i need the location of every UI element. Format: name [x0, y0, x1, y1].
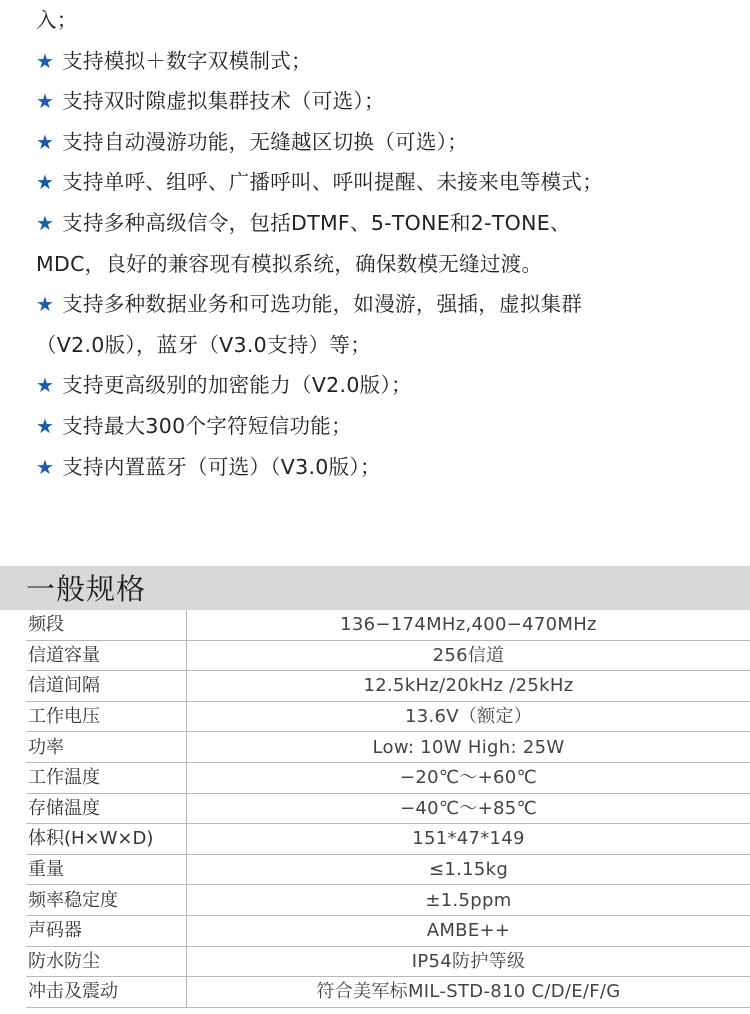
spec-section-header [0, 566, 750, 610]
feature-line [36, 81, 385, 121]
star-bullet-icon: ★ [36, 89, 55, 114]
table-row [26, 824, 750, 855]
spec-section-title: 一般规格 [26, 572, 147, 606]
table-row [26, 946, 750, 977]
spec-table [26, 610, 750, 1008]
spec-value: ≤1.15kg [187, 854, 750, 885]
star-bullet-icon: ★ [36, 170, 55, 195]
feature-text: 支持多种高级信令，包括DTMF、5-TONE和2-TONE、 [62, 211, 571, 235]
table-row [26, 762, 750, 793]
feature-text: 支持模拟＋数字双模制式； [62, 48, 312, 73]
spec-value: 256信道 [187, 640, 750, 671]
star-bullet-icon: ★ [36, 129, 55, 154]
spec-label: 重量 [26, 854, 187, 885]
feature-text: 支持内置蓝牙（可选）（V3.0版）； [62, 454, 381, 479]
spec-label: 频率稳定度 [26, 885, 187, 916]
table-row [26, 885, 750, 916]
table-row [26, 793, 750, 824]
feature-line [36, 162, 603, 202]
feature-text: （V2.0版），蓝牙（V3.0支持）等； [36, 332, 371, 357]
star-bullet-icon: ★ [36, 454, 55, 479]
spec-label: 声码器 [26, 915, 187, 946]
feature-text: 支持最大300个字符短信功能； [62, 414, 352, 438]
table-row [26, 977, 750, 1008]
spec-label: 信道间隔 [26, 671, 187, 702]
table-row [26, 640, 750, 671]
star-bullet-icon: ★ [36, 414, 55, 438]
feature-text: 支持更高级别的加密能力（V2.0版）； [62, 373, 412, 398]
spec-value: IP54防护等级 [187, 946, 750, 977]
spec-value: 12.5kHz/20kHz /25kHz [187, 671, 750, 702]
spec-value: 符合美军标MIL-STD-810 C/D/E/F/G [187, 977, 750, 1008]
feature-line [36, 0, 78, 40]
spec-label: 体积(H×W×D) [26, 824, 187, 855]
table-row [26, 854, 750, 885]
feature-line [36, 203, 571, 243]
spec-value: ±1.5ppm [187, 885, 750, 916]
star-bullet-icon: ★ [36, 48, 55, 73]
feature-line [36, 122, 468, 162]
spec-label: 功率 [26, 732, 187, 763]
feature-text: 支持双时隙虚拟集群技术（可选）； [62, 89, 385, 114]
spec-value: Low: 10W High: 25W [187, 732, 750, 763]
spec-label: 工作电压 [26, 701, 187, 732]
spec-value: −20℃～+60℃ [187, 762, 750, 793]
feature-text: 支持自动漫游功能，无缝越区切换（可选）； [62, 129, 468, 154]
spec-label: 防水防尘 [26, 946, 187, 977]
feature-text: MDC，良好的兼容现有模拟系统，确保数模无缝过渡。 [36, 251, 543, 276]
star-bullet-icon: ★ [36, 373, 55, 398]
spec-label: 存储温度 [26, 793, 187, 824]
spec-value: AMBE++ [187, 915, 750, 946]
feature-line [36, 284, 582, 324]
star-bullet-icon: ★ [36, 211, 55, 235]
spec-label: 冲击及震动 [26, 977, 187, 1008]
feature-line [36, 325, 371, 365]
spec-value: 13.6V（额定） [187, 701, 750, 732]
feature-line [36, 365, 412, 405]
spec-label: 信道容量 [26, 640, 187, 671]
spec-value: 151*47*149 [187, 824, 750, 855]
spec-label: 频段 [26, 610, 187, 640]
spec-value: 136−174MHz,400−470MHz [187, 610, 750, 640]
feature-text: 支持多种数据业务和可选功能，如漫游，强插，虚拟集群 [62, 292, 583, 317]
feature-line [36, 41, 312, 81]
table-row [26, 732, 750, 763]
feature-line [36, 447, 381, 487]
star-bullet-icon: ★ [36, 292, 55, 317]
table-row [26, 701, 750, 732]
feature-line [36, 244, 542, 284]
table-row [26, 915, 750, 946]
spec-value: −40℃～+85℃ [187, 793, 750, 824]
table-row [26, 610, 750, 640]
spec-label: 工作温度 [26, 762, 187, 793]
feature-line [36, 406, 352, 446]
feature-text: 入； [36, 8, 78, 32]
table-row [26, 671, 750, 702]
feature-text: 支持单呼、组呼、广播呼叫、呼叫提醒、未接来电等模式； [62, 170, 604, 195]
